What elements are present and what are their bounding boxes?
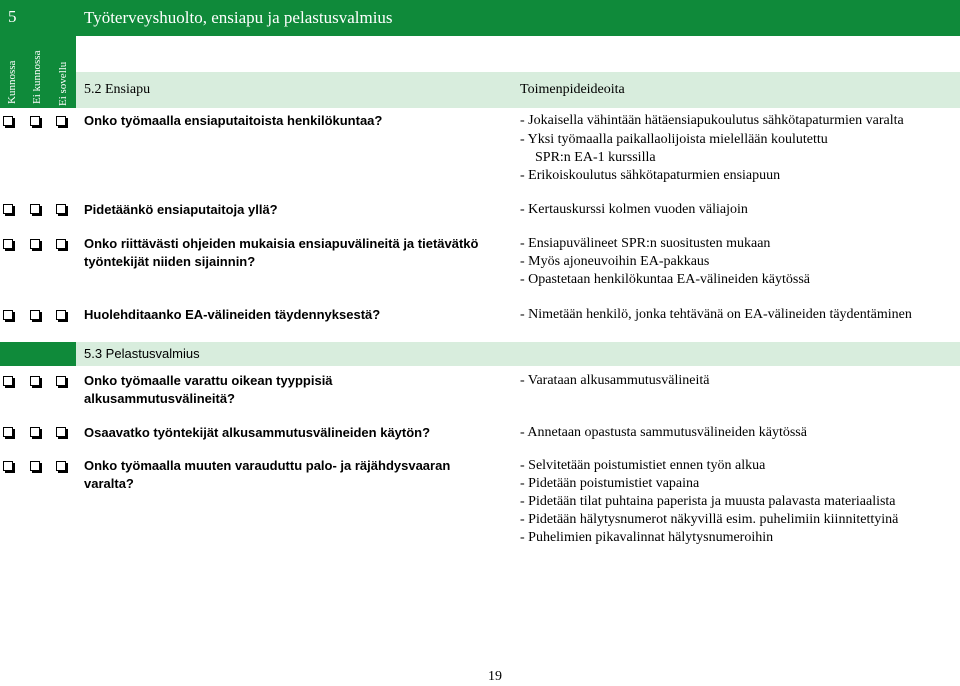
checkbox-ei-kunnossa-q4[interactable] (30, 310, 40, 320)
checkbox-kunnossa-q5[interactable] (3, 376, 13, 386)
action-1-1: - Jokaisella vähintään hätäensiapukoulutus sähkötapaturmien varalta (520, 113, 904, 128)
page-number: 19 (488, 669, 502, 684)
action-2-1: - Kertauskurssi kolmen vuoden väliajoin (520, 202, 748, 217)
action-7-4: - Pidetään hälytysnumerot näkyvillä esim. puhelimiin kiinnitettyinä (520, 512, 899, 527)
checkbox-ei-kunnossa-q2[interactable] (30, 204, 40, 214)
column-label-kunnossa: Kunnossa (6, 60, 18, 104)
toimenpide-header: Toimenpideideoita (520, 82, 625, 97)
question-4: Huolehditaanko EA-välineiden täydennyksestä? (84, 307, 381, 322)
action-3-1: - Ensiapuvälineet SPR:n suositusten mukaan (520, 236, 771, 251)
checkbox-ei-sovellu-q6[interactable] (56, 427, 66, 437)
action-3-3: - Opastetaan henkilökuntaa EA-välineiden käytössä (520, 272, 811, 287)
question-1: Onko työmaalla ensiaputaitoista henkilökuntaa? (84, 113, 383, 128)
action-7-1: - Selvitetään poistumistiet ennen työn alkua (520, 458, 766, 473)
subsection-title-pelastus: 5.3 Pelastusvalmius (84, 346, 200, 361)
action-3-2: - Myös ajoneuvoihin EA-pakkaus (520, 254, 710, 269)
checkbox-ei-kunnossa-q5[interactable] (30, 376, 40, 386)
question-7-line-1: Onko työmaalla muuten varauduttu palo- ja räjähdysvaaran (84, 458, 451, 473)
action-4-1: - Nimetään henkilö, jonka tehtävänä on EA-välineiden täydentäminen (520, 307, 912, 322)
question-3-line-1: Onko riittävästi ohjeiden mukaisia ensiapuvälineitä ja tietävätkö (84, 236, 479, 251)
column-label-ei-kunnossa: Ei kunnossa (31, 50, 43, 104)
question-5-line-1: Onko työmaalle varattu oikean tyyppisiä (84, 373, 333, 388)
section-header-bar (0, 0, 960, 36)
question-2: Pidetäänkö ensiaputaitoja yllä? (84, 202, 278, 217)
section-strip-pelastus (0, 342, 76, 366)
section-band-pelastus (76, 342, 960, 366)
section-title: Työterveyshuolto, ensiapu ja pelastusvalmius (84, 8, 393, 27)
question-3-line-2: työntekijät niiden sijainnin? (84, 254, 256, 269)
checkbox-ei-kunnossa-q7[interactable] (30, 461, 40, 471)
column-label-ei-sovellu: Ei sovellu (57, 61, 69, 106)
question-5-line-2: alkusammutusvälineitä? (84, 391, 235, 406)
question-7-line-2: varalta? (84, 476, 134, 491)
checkbox-ei-kunnossa-q3[interactable] (30, 239, 40, 249)
action-1-2: - Yksi työmaalla paikallaolijoista mielellään koulutettu (520, 132, 828, 147)
checkbox-kunnossa-q4[interactable] (3, 310, 13, 320)
checkbox-ei-sovellu-q3[interactable] (56, 239, 66, 249)
checkbox-ei-sovellu-q2[interactable] (56, 204, 66, 214)
checkbox-ei-sovellu-q7[interactable] (56, 461, 66, 471)
action-5-1: - Varataan alkusammutusvälineitä (520, 373, 710, 388)
checkbox-ei-kunnossa-q1[interactable] (30, 116, 40, 126)
checkbox-ei-kunnossa-q6[interactable] (30, 427, 40, 437)
action-7-2: - Pidetään poistumistiet vapaina (520, 476, 700, 491)
action-7-3: - Pidetään tilat puhtaina paperista ja muusta palavasta materiaalista (520, 494, 896, 509)
action-6-1: - Annetaan opastusta sammutusvälineiden käytössä (520, 425, 807, 440)
section-band-ensiapu (76, 72, 960, 108)
checkbox-kunnossa-q3[interactable] (3, 239, 13, 249)
subsection-title-ensiapu: 5.2 Ensiapu (84, 82, 151, 97)
checkbox-kunnossa-q2[interactable] (3, 204, 13, 214)
action-7-5: - Puhelimien pikavalinnat hälytysnumeroihin (520, 530, 774, 545)
checkbox-kunnossa-q7[interactable] (3, 461, 13, 471)
question-6: Osaavatko työntekijät alkusammutusvälineiden käytön? (84, 425, 431, 440)
checkbox-ei-sovellu-q5[interactable] (56, 376, 66, 386)
checkbox-kunnossa-q1[interactable] (3, 116, 13, 126)
checkbox-ei-sovellu-q4[interactable] (56, 310, 66, 320)
checkbox-kunnossa-q6[interactable] (3, 427, 13, 437)
checkbox-ei-sovellu-q1[interactable] (56, 116, 66, 126)
action-1-4: - Erikoiskoulutus sähkötapaturmien ensiapuun (520, 168, 781, 183)
section-number: 5 (8, 7, 17, 26)
action-1-3: SPR:n EA-1 kurssilla (535, 150, 656, 165)
